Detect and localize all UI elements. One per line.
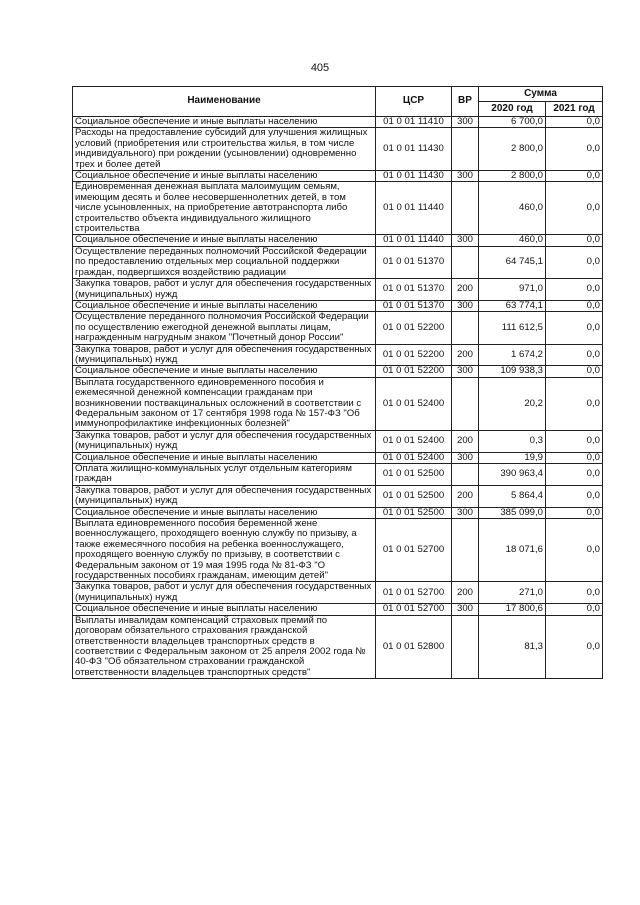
row-sum-2020: 390 963,4 <box>479 464 546 486</box>
header-csr: ЦСР <box>376 87 452 117</box>
row-sum-2021: 0,0 <box>546 519 603 582</box>
row-sum-2020: 460,0 <box>479 182 546 235</box>
header-name: Наименование <box>73 87 376 117</box>
table-row <box>73 246 603 278</box>
row-vr: 200 <box>452 582 479 604</box>
row-name: Социальное обеспечение и иные выплаты населению <box>73 452 376 463</box>
page-number: 405 <box>310 62 330 74</box>
row-vr: 200 <box>452 344 479 366</box>
row-vr: 200 <box>452 485 479 507</box>
row-name: Закупка товаров, работ и услуг для обеспечения государственных (муниципальных) нужд <box>73 582 376 604</box>
row-sum-2021: 0,0 <box>546 377 603 430</box>
row-vr <box>452 377 479 430</box>
table-row <box>73 377 603 430</box>
row-sum-2021: 0,0 <box>546 300 603 311</box>
row-sum-2020: 6 700,0 <box>479 117 546 128</box>
row-name: Единовременная денежная выплата малоимущим семьям, имеющим десять и более несовершеннолетних детей, в том числе усыновленных, на приобретение автотранспорта либо строительство объекта индивидуального жилищного строительства <box>73 182 376 235</box>
row-csr: 01 0 01 52700 <box>376 582 452 604</box>
table-row <box>73 235 603 246</box>
row-sum-2021: 0,0 <box>546 604 603 615</box>
row-name: Осуществление переданных полномочий Российской Федерации по предоставлению отдельных мер социальной поддержки граждан, подвергшихся воздействию радиации <box>73 246 376 278</box>
row-csr: 01 0 01 51370 <box>376 300 452 311</box>
row-sum-2020: 17 800,6 <box>479 604 546 615</box>
row-sum-2021: 0,0 <box>546 615 603 678</box>
row-name: Осуществление переданного полномочия Российской Федерации по осуществлению ежегодной денежной выплаты лицам, награжденным нагрудным знаком "Почетный донор России" <box>73 312 376 344</box>
row-sum-2021: 0,0 <box>546 171 603 182</box>
row-vr <box>452 246 479 278</box>
row-sum-2021: 0,0 <box>546 128 603 171</box>
row-vr: 300 <box>452 366 479 377</box>
row-sum-2020: 971,0 <box>479 279 546 301</box>
row-sum-2020: 5 864,4 <box>479 485 546 507</box>
row-vr <box>452 519 479 582</box>
row-sum-2021: 0,0 <box>546 464 603 486</box>
row-sum-2021: 0,0 <box>546 582 603 604</box>
table-row <box>73 604 603 615</box>
row-vr <box>452 312 479 344</box>
table-row <box>73 182 603 235</box>
row-name: Закупка товаров, работ и услуг для обеспечения государственных (муниципальных) нужд <box>73 485 376 507</box>
header-year-2020: 2020 год <box>479 102 546 117</box>
row-csr: 01 0 01 52500 <box>376 485 452 507</box>
row-name: Расходы на предоставление субсидий для улучшения жилищных условий (приобретения или строительства жилья, в том числе индивидуального) при рождении (усыновлении) одновременно трех и более детей <box>73 128 376 171</box>
table-row <box>73 582 603 604</box>
row-name: Социальное обеспечение и иные выплаты населению <box>73 235 376 246</box>
row-name: Социальное обеспечение и иные выплаты населению <box>73 604 376 615</box>
row-sum-2021: 0,0 <box>546 366 603 377</box>
table-body <box>73 117 603 679</box>
row-name: Социальное обеспечение и иные выплаты населению <box>73 366 376 377</box>
row-csr: 01 0 01 52800 <box>376 615 452 678</box>
table-row <box>73 117 603 128</box>
row-name: Выплата государственного единовременного пособия и ежемесячной денежной компенсации гражданам при возникновении поствакцинальных осложнений в соответствии с Федеральным законом от 17 сентября 1998 года № 157-ФЗ "Об иммунопрофилактике инфекционных болезней" <box>73 377 376 430</box>
row-name: Выплата единовременного пособия беременной жене военнослужащего, проходящего военную службу по призыву, а также ежемесячного пособия на ребенка военнослужащего, проходящего военную службу по призыву, в соответствии с Федеральным законом от 19 мая 1995 года № 81-ФЗ "О государственных пособиях гражданам, имеющим детей" <box>73 519 376 582</box>
table-row <box>73 344 603 366</box>
row-sum-2021: 0,0 <box>546 507 603 518</box>
row-vr: 300 <box>452 452 479 463</box>
row-csr: 01 0 01 51370 <box>376 279 452 301</box>
row-sum-2020: 271,0 <box>479 582 546 604</box>
row-vr: 300 <box>452 235 479 246</box>
row-sum-2021: 0,0 <box>546 279 603 301</box>
row-csr: 01 0 01 52500 <box>376 464 452 486</box>
row-sum-2021: 0,0 <box>546 430 603 452</box>
row-sum-2020: 18 071,6 <box>479 519 546 582</box>
row-vr: 300 <box>452 300 479 311</box>
table-row <box>73 279 603 301</box>
row-name: Выплаты инвалидам компенсаций страховых премий по договорам обязательного страхования гражданской ответственности владельцев транспортных средств в соответствии с Федеральным законом от 25 апреля 2002 года № 40-ФЗ "Об обязательном страховании гражданской ответственности владельцев транспортных средств" <box>73 615 376 678</box>
row-sum-2020: 81,3 <box>479 615 546 678</box>
table-header <box>73 87 603 117</box>
table-row <box>73 300 603 311</box>
budget-table <box>72 86 603 679</box>
row-name: Закупка товаров, работ и услуг для обеспечения государственных (муниципальных) нужд <box>73 430 376 452</box>
row-vr <box>452 182 479 235</box>
row-sum-2021: 0,0 <box>546 182 603 235</box>
row-sum-2020: 2 800,0 <box>479 128 546 171</box>
table-row <box>73 615 603 678</box>
row-sum-2021: 0,0 <box>546 344 603 366</box>
row-sum-2021: 0,0 <box>546 246 603 278</box>
table-row <box>73 312 603 344</box>
row-csr: 01 0 01 52700 <box>376 519 452 582</box>
row-sum-2020: 63 774,1 <box>479 300 546 311</box>
row-sum-2020: 0,3 <box>479 430 546 452</box>
row-name: Социальное обеспечение и иные выплаты населению <box>73 171 376 182</box>
table-row <box>73 430 603 452</box>
row-sum-2020: 109 938,3 <box>479 366 546 377</box>
row-csr: 01 0 01 52400 <box>376 452 452 463</box>
row-name: Социальное обеспечение и иные выплаты населению <box>73 117 376 128</box>
table-row <box>73 171 603 182</box>
row-vr <box>452 615 479 678</box>
row-sum-2020: 385 099,0 <box>479 507 546 518</box>
table-row <box>73 366 603 377</box>
row-sum-2021: 0,0 <box>546 312 603 344</box>
row-csr: 01 0 01 11440 <box>376 182 452 235</box>
row-csr: 01 0 01 52200 <box>376 366 452 377</box>
row-vr: 300 <box>452 171 479 182</box>
row-name: Оплата жилищно-коммунальных услуг отдельным категориям граждан <box>73 464 376 486</box>
row-csr: 01 0 01 11430 <box>376 128 452 171</box>
row-vr: 200 <box>452 430 479 452</box>
table-row <box>73 485 603 507</box>
table-row <box>73 128 603 171</box>
row-csr: 01 0 01 11410 <box>376 117 452 128</box>
row-vr <box>452 464 479 486</box>
row-vr: 300 <box>452 117 479 128</box>
row-vr: 300 <box>452 507 479 518</box>
table-row <box>73 519 603 582</box>
row-name: Закупка товаров, работ и услуг для обеспечения государственных (муниципальных) нужд <box>73 344 376 366</box>
row-csr: 01 0 01 52400 <box>376 377 452 430</box>
row-csr: 01 0 01 51370 <box>376 246 452 278</box>
table-row <box>73 464 603 486</box>
row-sum-2021: 0,0 <box>546 117 603 128</box>
row-csr: 01 0 01 52500 <box>376 507 452 518</box>
row-sum-2020: 111 612,5 <box>479 312 546 344</box>
row-csr: 01 0 01 11430 <box>376 171 452 182</box>
row-sum-2020: 19,9 <box>479 452 546 463</box>
row-sum-2020: 460,0 <box>479 235 546 246</box>
header-sum: Сумма <box>479 87 603 102</box>
row-name: Закупка товаров, работ и услуг для обеспечения государственных (муниципальных) нужд <box>73 279 376 301</box>
row-name: Социальное обеспечение и иные выплаты населению <box>73 300 376 311</box>
table-row <box>73 507 603 518</box>
row-sum-2020: 1 674,2 <box>479 344 546 366</box>
row-csr: 01 0 01 52400 <box>376 430 452 452</box>
row-csr: 01 0 01 52700 <box>376 604 452 615</box>
header-vr: ВР <box>452 87 479 117</box>
row-sum-2020: 20,2 <box>479 377 546 430</box>
row-csr: 01 0 01 11440 <box>376 235 452 246</box>
row-sum-2020: 64 745,1 <box>479 246 546 278</box>
row-sum-2021: 0,0 <box>546 485 603 507</box>
row-sum-2021: 0,0 <box>546 452 603 463</box>
table-row <box>73 452 603 463</box>
row-csr: 01 0 01 52200 <box>376 344 452 366</box>
row-vr <box>452 128 479 171</box>
header-year-2021: 2021 год <box>546 102 603 117</box>
row-sum-2020: 2 800,0 <box>479 171 546 182</box>
row-sum-2021: 0,0 <box>546 235 603 246</box>
row-vr: 200 <box>452 279 479 301</box>
row-vr: 300 <box>452 604 479 615</box>
row-csr: 01 0 01 52200 <box>376 312 452 344</box>
row-name: Социальное обеспечение и иные выплаты населению <box>73 507 376 518</box>
